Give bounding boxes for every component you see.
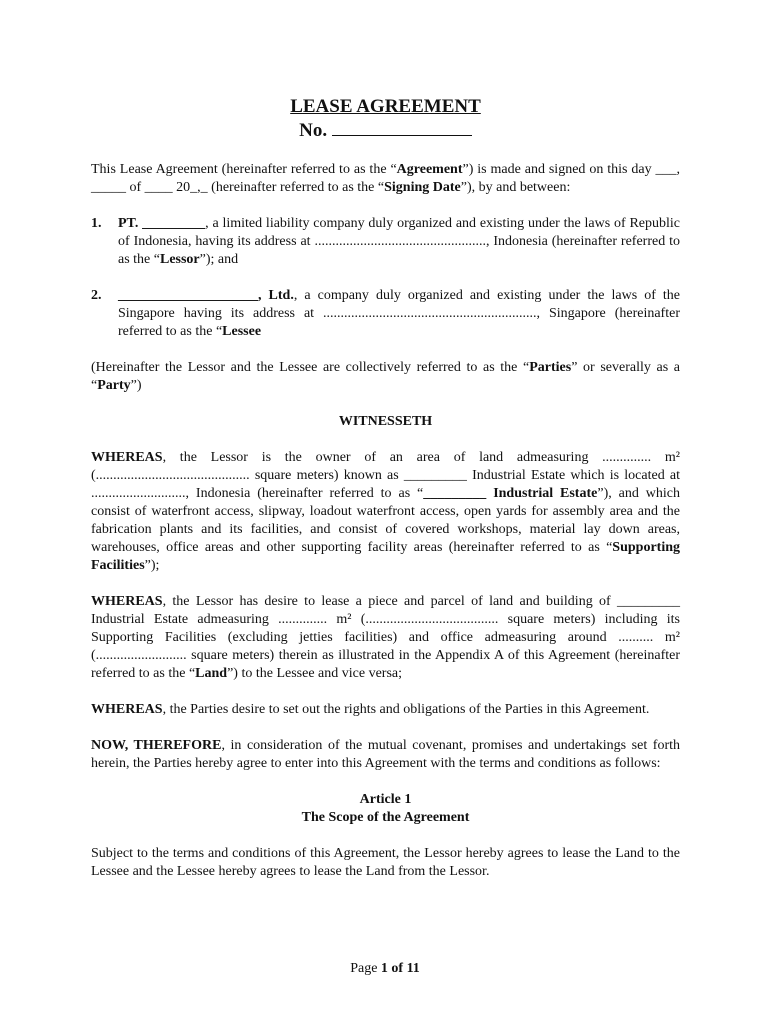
page-footer: Page 1 of 11	[350, 961, 420, 976]
party-item	[91, 287, 680, 341]
whereas-clause: WHEREAS, the Lessor has desire to lease a piece and parcel of land and building of _________ Industrial Estate admeasuring .............. m² (...................................... square meters) including its Supporting Facilities (excluding jetties facilities) and office admeasuring around .......... m² (.......................... square meters) therein as illustrated in the Appendix A of this Agreement (hereinafter referred to as the “Land”) to the Lessee and vice versa;	[91, 594, 680, 681]
article-number: Article 1	[359, 792, 412, 807]
document-title	[91, 96, 680, 118]
party-number: 2.	[91, 288, 102, 303]
whereas-clause: WHEREAS, the Parties desire to set out the rights and obligations of the Parties in this Agreement.	[91, 702, 650, 717]
number-blank	[332, 135, 472, 136]
witnesseth-heading: WITNESSETH	[338, 414, 433, 429]
agreement-number	[91, 120, 680, 142]
article-body: Subject to the terms and conditions of this Agreement, the Lessor hereby agrees to lease the Land to the Lessee and the Lessee hereby agrees to lease the Land from the Lessor.	[91, 846, 680, 879]
now-therefore-clause: NOW, THEREFORE, in consideration of the mutual covenant, promises and undertakings set forth herein, the Parties hereby agree to enter into this Agreement with the terms and conditions as follows:	[91, 738, 680, 771]
page-total: 11	[406, 961, 420, 976]
title-text: LEASE AGREEMENT	[290, 96, 481, 117]
party-number: 1.	[91, 216, 102, 231]
number-label: No.	[299, 120, 328, 141]
party-text: PT. _________, a limited liability company duly organized and existing under the laws of Republic of Indonesia, having its address at ................................................., Indonesia (hereinafter referred to as the “Lessor”); and	[118, 216, 680, 267]
page-number: 1	[380, 961, 388, 976]
intro-paragraph: This Lease Agreement (hereinafter referred to as the “Agreement”) is made and signed on this day ___, _____ of ____ 20_,_ (hereinafter referred to as the “Signing Date”), by and between:	[91, 162, 680, 195]
collective-definition: (Hereinafter the Lessor and the Lessee are collectively referred to as the “Parties” or severally as a “Party”)	[91, 360, 680, 393]
party-item	[91, 215, 680, 269]
article-title: The Scope of the Agreement	[301, 810, 470, 825]
whereas-clause: WHEREAS, the Lessor is the owner of an area of land admeasuring .............. m² (............................................ square meters) known as _________ Industrial Estate which is located at ..........................., Indonesia (hereinafter referred to as “_________ Industrial Estate”), and which consist of waterfront access, slipway, loadout waterfront access, open yards for assembly area and the fabrication plants and its facilities, and consist of covered workshops, material lay down areas, warehouses, office areas and other supporting facility areas (hereinafter referred to as “Supporting Facilities”);	[91, 450, 680, 573]
document-body	[91, 96, 680, 881]
party-text: ____________________, Ltd., a company duly organized and existing under the laws of the Singapore having its address at ............................................................., Singapore (hereinafter referred to as the “Lessee	[118, 288, 680, 339]
